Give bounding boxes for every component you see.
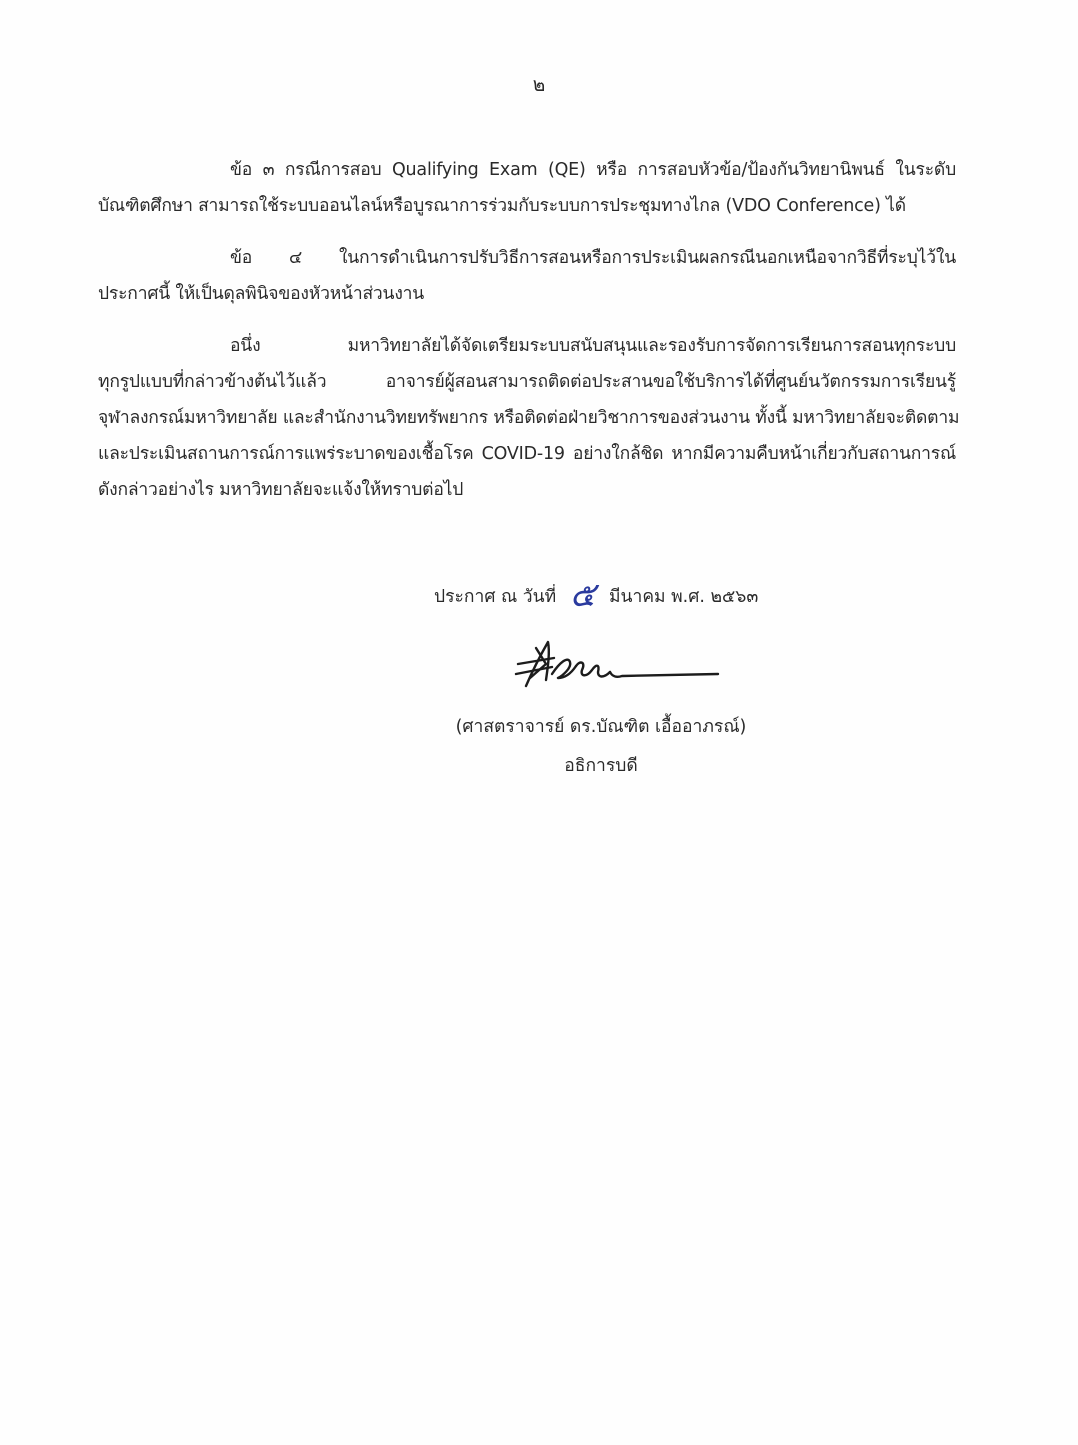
clause-3-line: บัณฑิตศึกษา สามารถใช้ระบบออนไลน์หรือบูรณาการร่วมกับระบบการประชุมทางไกล (VDO Conference) ได้ (98, 196, 906, 216)
closing-line: และประเมินสถานการณ์การแพร่ระบาดของเชื้อโรค COVID-19 อย่างใกล้ชิด หากมีความคืบหน้าเกี่ยวกับสถานการณ์ (98, 444, 956, 464)
clause-3-paragraph (98, 152, 956, 224)
clause-4-line: ข้อ ๔ ในการดำเนินการปรับวิธีการสอนหรือการประเมินผลกรณีนอกเหนือจากวิธีที่ระบุไว้ใน (230, 248, 956, 268)
signer-name: (ศาสตราจารย์ ดร.บัณฑิต เอื้ออาภรณ์) (455, 717, 747, 737)
signer-title: อธิการบดี (564, 756, 638, 776)
handwritten-day: ๕ (569, 575, 596, 615)
handwritten-signature (512, 634, 732, 694)
announcement-prefix: ประกาศ ณ วันที่ (434, 587, 557, 607)
closing-line: อนึ่ง มหาวิทยาลัยได้จัดเตรียมระบบสนับสนุนและรองรับการจัดการเรียนการสอนทุกระบบ (230, 336, 956, 356)
clause-4-paragraph (98, 240, 956, 312)
page-number: ๒ (532, 74, 546, 96)
clause-4-line: ประกาศนี้ ให้เป็นดุลพินิจของหัวหน้าส่วนงาน (98, 284, 425, 304)
closing-line: ดังกล่าวอย่างไร มหาวิทยาลัยจะแจ้งให้ทราบต่อไป (98, 480, 464, 500)
closing-line: ทุกรูปแบบที่กล่าวข้างต้นไว้แล้ว อาจารย์ผู้สอนสามารถติดต่อประสานขอใช้บริการได้ที่ศูนย์นวัตกรรมการเรียนรู้ (98, 372, 956, 392)
clause-3-line: ข้อ ๓ กรณีการสอบ Qualifying Exam (QE) หรือ การสอบหัวข้อ/ป้องกันวิทยานิพนธ์ ในระดับ (230, 160, 956, 180)
closing-line: จุฬาลงกรณ์มหาวิทยาลัย และสำนักงานวิทยทรัพยากร หรือติดต่อฝ่ายวิชาการของส่วนงาน ทั้งนี้ มหาวิทยาลัยจะติดตาม (98, 408, 960, 428)
announcement-suffix: มีนาคม พ.ศ. ๒๕๖๓ (609, 587, 759, 607)
closing-paragraph (98, 328, 960, 508)
announcement-date (434, 563, 758, 617)
